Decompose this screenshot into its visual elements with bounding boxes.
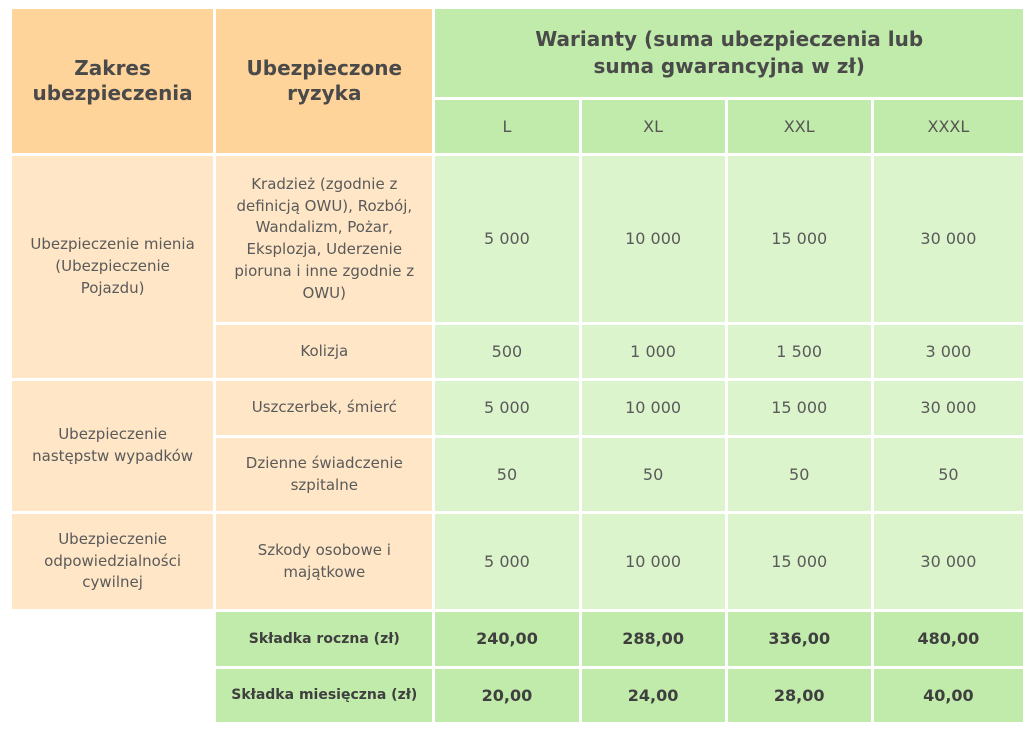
insurance-variants-table: [9, 6, 1024, 725]
scope-property: Ubezpieczenie mienia (Ubezpieczenie Pojazdu): [12, 156, 213, 378]
premium-value: 480,00: [874, 612, 1023, 666]
risk-injury-death: Uszczerbek, śmierć: [216, 381, 432, 435]
premium-value: 40,00: [874, 669, 1023, 722]
table-row: [12, 156, 1023, 322]
risk-collision: Kolizja: [216, 325, 432, 378]
header-scope: Zakres ubezpieczenia: [12, 9, 213, 153]
value-cell: 10 000: [582, 514, 725, 609]
annual-premium-label: Składka roczna (zł): [216, 612, 432, 666]
insurance-table-container: [9, 6, 1024, 725]
value-cell: 50: [874, 438, 1023, 511]
value-cell: 10 000: [582, 381, 725, 435]
premium-value: 28,00: [728, 669, 871, 722]
premium-value: 240,00: [435, 612, 578, 666]
variant-l: L: [435, 100, 578, 153]
value-cell: 50: [582, 438, 725, 511]
variant-xxl: XXL: [728, 100, 871, 153]
value-cell: 500: [435, 325, 578, 378]
risk-hospital-benefit: Dzienne świadczenie szpitalne: [216, 438, 432, 511]
value-cell: 15 000: [728, 156, 871, 322]
header-variants-title: Warianty (suma ubezpieczenia lub suma gwarancyjna w zł): [435, 9, 1023, 97]
premium-value: 24,00: [582, 669, 725, 722]
scope-liability: Ubezpieczenie odpowiedzialności cywilnej: [12, 514, 213, 609]
table-row: [12, 514, 1023, 609]
value-cell: 15 000: [728, 381, 871, 435]
value-cell: 5 000: [435, 156, 578, 322]
scope-accidents: Ubezpieczenie następstw wypadków: [12, 381, 213, 511]
value-cell: 5 000: [435, 381, 578, 435]
value-cell: 30 000: [874, 381, 1023, 435]
premium-value: 20,00: [435, 669, 578, 722]
header-risks: Ubezpieczone ryzyka: [216, 9, 432, 153]
value-cell: 3 000: [874, 325, 1023, 378]
value-cell: 30 000: [874, 514, 1023, 609]
value-cell: 5 000: [435, 514, 578, 609]
table-row: [12, 381, 1023, 435]
variant-xl: XL: [582, 100, 725, 153]
footer-spacer: [12, 612, 213, 666]
value-cell: 1 000: [582, 325, 725, 378]
value-cell: 10 000: [582, 156, 725, 322]
value-cell: 50: [728, 438, 871, 511]
premium-row-monthly: [12, 669, 1023, 722]
header-row-main: [12, 9, 1023, 97]
monthly-premium-label: Składka miesięczna (zł): [216, 669, 432, 722]
value-cell: 30 000: [874, 156, 1023, 322]
premium-row-annual: [12, 612, 1023, 666]
value-cell: 15 000: [728, 514, 871, 609]
value-cell: 1 500: [728, 325, 871, 378]
risk-personal-property-damage: Szkody osobowe i majątkowe: [216, 514, 432, 609]
value-cell: 50: [435, 438, 578, 511]
risk-theft: Kradzież (zgodnie z definicją OWU), Rozbój, Wandalizm, Pożar, Eksplozja, Uderzenie pioruna i inne zgodnie z OWU): [216, 156, 432, 322]
variant-xxxl: XXXL: [874, 100, 1023, 153]
footer-spacer: [12, 669, 213, 722]
premium-value: 336,00: [728, 612, 871, 666]
premium-value: 288,00: [582, 612, 725, 666]
